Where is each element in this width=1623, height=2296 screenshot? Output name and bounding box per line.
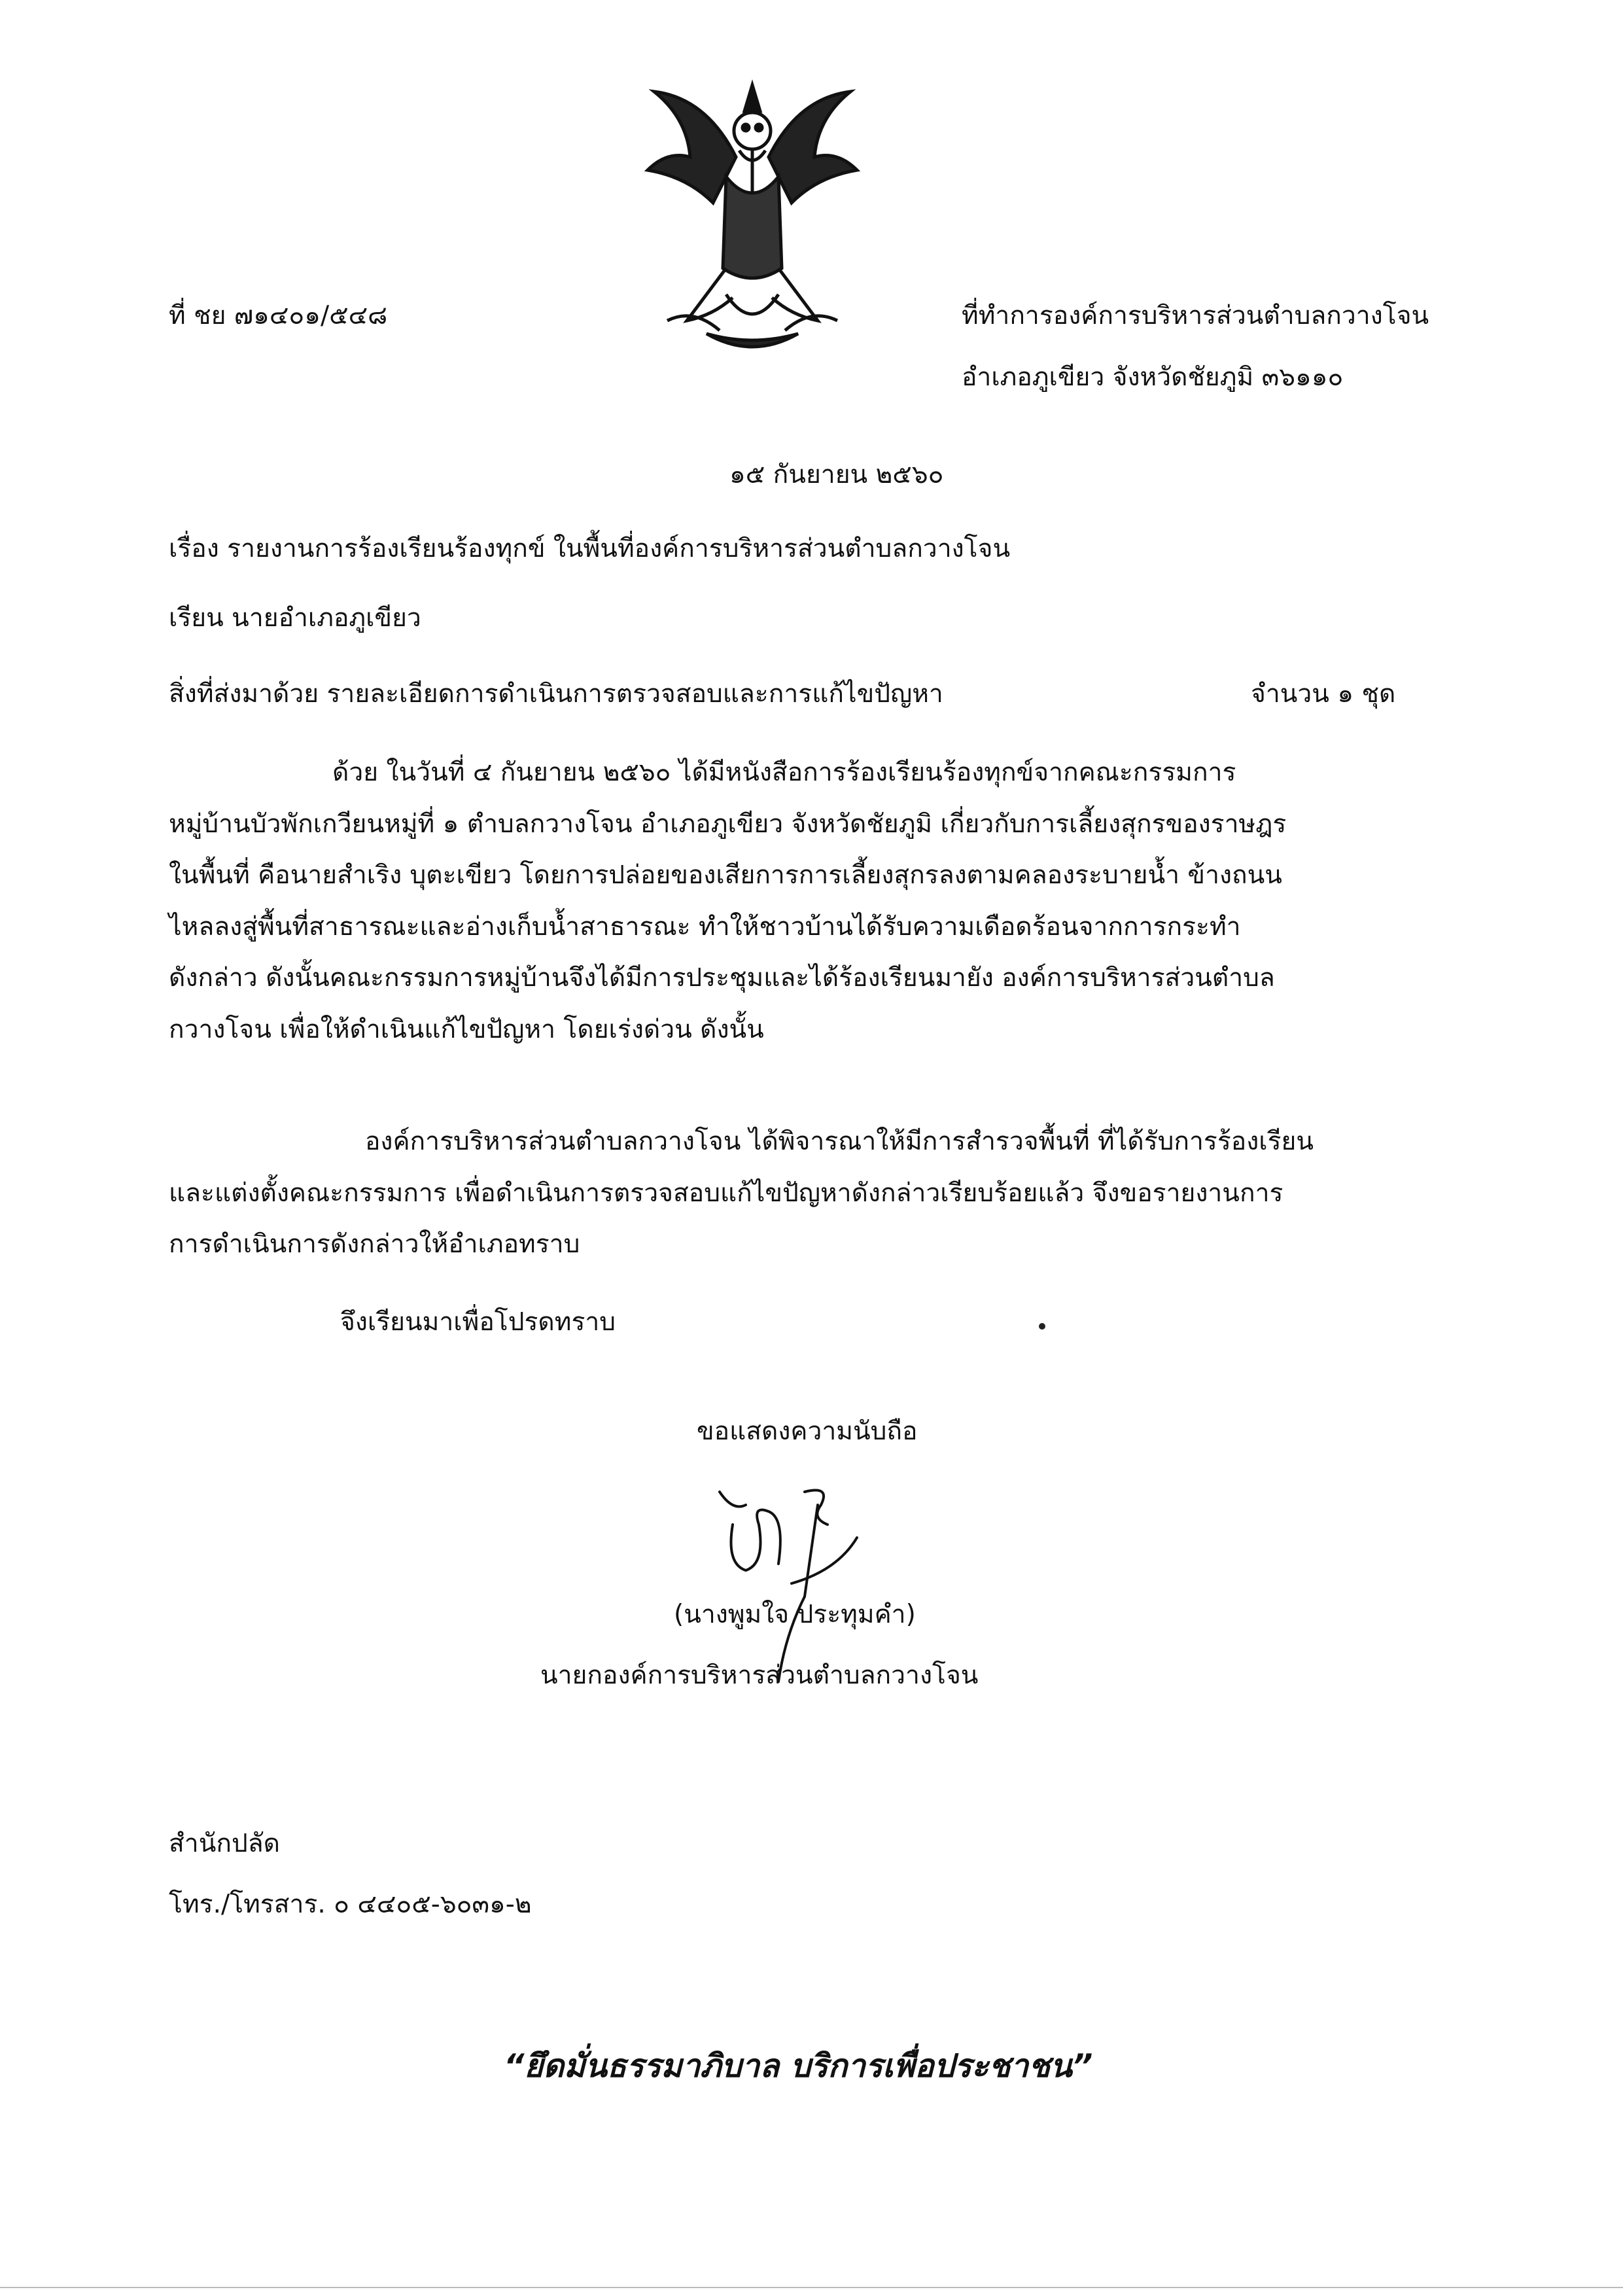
letter-date: ๑๕ กันยายน ๒๕๖๐ bbox=[729, 460, 944, 489]
reference-number: ที่ ชย ๗๑๔๐๑/๕๔๘ bbox=[169, 301, 388, 330]
paragraph-1-line: ด้วย ในวันที่ ๔ กันยายน ๒๕๖๐ ได้มีหนังสือการร้องเรียนร้องทุกข์จากคณะกรรมการ bbox=[332, 758, 1236, 787]
enclosure-label: สิ่งที่ส่งมาด้วย รายละเอียดการดำเนินการตรวจสอบและการแก้ไขปัญหา bbox=[169, 679, 943, 709]
speck bbox=[1039, 1323, 1045, 1330]
paragraph-1-line: ดังกล่าว ดังนั้นคณะกรรมการหมู่บ้านจึงได้มีการประชุมและได้ร้องเรียนมายัง องค์การบริหารส่วนตำบล bbox=[169, 963, 1275, 993]
paragraph-1-line: กวางโจน เพื่อให้ดำเนินแก้ไขปัญหา โดยเร่งด่วน ดังนั้น bbox=[169, 1014, 764, 1044]
office-address-line1: ที่ทำการองค์การบริหารส่วนตำบลกวางโจน bbox=[962, 301, 1429, 330]
paragraph-2-line: การดำเนินการดังกล่าวให้อำเภอทราบ bbox=[169, 1229, 580, 1259]
closing-salutation: ขอแสดงความนับถือ bbox=[697, 1417, 918, 1446]
addressee-line: เรียน นายอำเภอภูเขียว bbox=[169, 603, 421, 633]
garuda-emblem-icon bbox=[628, 72, 877, 360]
office-address-line2: อำเภอภูเขียว จังหวัดชัยภูมิ ๓๖๑๑๐ bbox=[962, 362, 1344, 392]
paragraph-1-line: ในพื้นที่ คือนายสำเริง บุตะเขียว โดยการปล่อยของเสียการการเลี้ยงสุกรลงตามคลองระบายน้ำ ข้างถนน bbox=[169, 860, 1282, 890]
paragraph-2-line: องค์การบริหารส่วนตำบลกวางโจน ได้พิจารณาให้มีการสำรวจพื้นที่ ที่ได้รับการร้องเรียน bbox=[365, 1127, 1314, 1156]
body-paragraph-1 bbox=[169, 747, 1471, 1055]
paragraph-1-line: ไหลลงสู่พื้นที่สาธารณะและอ่างเก็บน้ำสาธารณะ ทำให้ชาวบ้านได้รับความเดือดร้อนจากการกระทำ bbox=[169, 911, 1241, 942]
bottom-edge-rule bbox=[0, 2287, 1623, 2288]
closing-request: จึงเรียนมาเพื่อโปรดทราบ bbox=[340, 1307, 616, 1337]
slogan: “ยึดมั่นธรรมาภิบาล บริการเพื่อประชาชน” bbox=[504, 2047, 1093, 2085]
signatory-position: นายกองค์การบริหารส่วนตำบลกวางโจน bbox=[540, 1661, 979, 1690]
signatory-name: (นางพูมใจ ประทุมคำ) bbox=[674, 1600, 916, 1629]
enclosure-count: จำนวน ๑ ชุด bbox=[1251, 679, 1396, 709]
contact-phone: โทร./โทรสาร. ๐ ๔๔๐๕-๖๐๓๑-๒ bbox=[169, 1890, 532, 1919]
body-paragraph-2 bbox=[169, 1116, 1471, 1271]
department: สำนักปลัด bbox=[169, 1829, 280, 1858]
subject-line: เรื่อง รายงานการร้องเรียนร้องทุกข์ ในพื้นที่องค์การบริหารส่วนตำบลกวางโจน bbox=[169, 534, 1011, 563]
paragraph-2-line: และแต่งตั้งคณะกรรมการ เพื่อดำเนินการตรวจสอบแก้ไขปัญหาดังกล่าวเรียบร้อยแล้ว จึงขอรายงานการ bbox=[169, 1178, 1283, 1208]
paragraph-1-line: หมู่บ้านบัวพักเกวียนหมู่ที่ ๑ ตำบลกวางโจน อำเภอภูเขียว จังหวัดชัยภูมิ เกี่ยวกับการเลี้ยงสุกรของราษฎร bbox=[169, 809, 1287, 839]
